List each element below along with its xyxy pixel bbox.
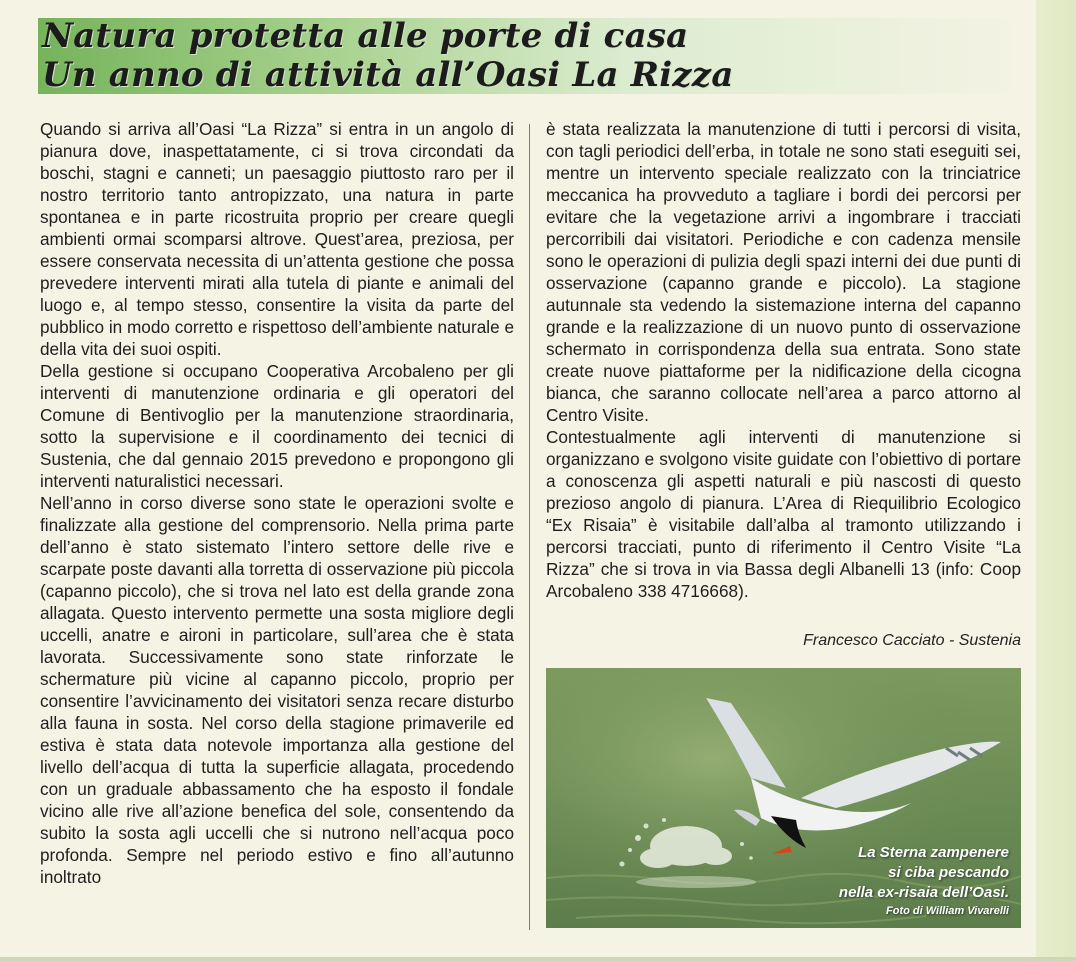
paragraph-operazioni: Nell’anno in corso diverse sono state le operazioni svolte e finalizzate alla gestione del comprensorio. Nella prima parte dell’anno è stato sistemato l’intero settore delle rive e scarpate poste davanti alla torretta di osservazione più piccola (capanno piccolo), che si trova nel lato est della grande zona allagata. Questo intervento permette una sosta migliore degli uccelli, anatre e aironi in particolare, sull’area che è stata lavorata. Successivamente sono state rinforzate le schermature più vicine al capanno piccolo, proprio per consentire l’avvicinamento dei visitatori senza recare disturbo alla fauna in sosta. Nel corso della stagione primaverile ed estiva è stata data notevole importanza alla gestione del livello dell’acqua di tutta la superficie allagata, procedendo con un graduale abbassamento che ha esposto il fondale vicino alle rive all’azione benefica del sole, consentendo da subito la sosta agli uccelli che si nutrono nell’acqua poco profonda. Sempre nel periodo estivo e fino all’autunno inoltrato	[40, 493, 514, 887]
photo-caption	[839, 843, 1009, 919]
paragraph-gestione: Della gestione si occupano Cooperativa Arcobaleno per gli interventi di manutenzione ordinaria e gli operatori del Comune di Bentivoglio per la manutenzione straordinaria, sotto la supervisione e il coordinamento dei tecnici di Sustenia, che dal gennaio 2015 prevedono e propongono gli interventi naturalistici necessari.	[40, 361, 514, 491]
photo-credit: Foto di William Vivarelli	[886, 905, 1009, 917]
paragraph-manutenzione: è stata realizzata la manutenzione di tutti i percorsi di visita, con tagli periodici dell’erba, in totale ne sono stati eseguiti sei, mentre un intervento speciale realizzato con la trinciatrice meccanica ha provveduto a tagliare i bordi dei percorsi per evitare che la vegetazione arrivi a ingombrare i tracciati percorribili dai visitatori. Periodiche e con cadenza mensile sono le operazioni di pulizia degli spazi interni dei due punti di osservazione (capanno grande e piccolo). La stagione autunnale sta vedendo la sistemazione interna del capanno grande e la realizzazione di un nuovo punto di osservazione schermato in corrispondenza della sua entrata. Sono state create nuove piattaforme per la nidificazione della cicogna bianca, che saranno collocate nell’area a parco attorno al Centro Visite.	[546, 119, 1021, 425]
article-title	[42, 17, 734, 95]
left-column	[40, 118, 514, 888]
column-divider	[529, 124, 530, 930]
caption-line-3: nella ex-risaia dell’Oasi.	[838, 884, 1009, 901]
page-bottom-border	[0, 957, 1076, 961]
paragraph-intro: Quando si arriva all’Oasi “La Rizza” si entra in un angolo di pianura dove, inaspettatamente, ci si trova circondati da boschi, stagni e canneti; un paesaggio piuttosto raro per il nostro territorio tanto antropizzato, una natura in parte spontanea e in parte ricostruita proprio per creare quegli ambienti ormai scomparsi altrove. Quest’area, preziosa, per essere conservata necessita di un’attenta gestione che possa prevedere interventi mirati alla tutela di piante e animali del luogo e, al tempo stesso, consentire la visita da parte del pubblico in modo corretto e rispettoso dell’ambiente naturale e della vita dei suoi ospiti.	[40, 119, 514, 359]
author-signature: Francesco Cacciato - Sustenia	[803, 632, 1021, 649]
caption-line-1: La Sterna zampenere	[858, 844, 1009, 861]
caption-line-2: si ciba pescando	[888, 864, 1009, 881]
page-edge-strip	[1036, 0, 1076, 961]
title-line-1: Natura protetta alle porte di casa	[42, 16, 689, 56]
paragraph-visite: Contestualmente agli interventi di manutenzione si organizzano e svolgono visite guidate con l’obiettivo di portare a conoscenza gli aspetti naturali e più nascosti di questo prezioso angolo di pianura. L’Area di Riequilibrio Ecologico “Ex Risaia” è visitabile dall’alba al tramonto utilizzando i percorsi tracciati, punto di riferimento il Centro Visite “La Rizza” che si trova in via Bassa degli Albanelli 13 (info: Coop Arcobaleno 338 4716668).	[546, 427, 1021, 601]
right-column	[546, 118, 1021, 602]
tern-photo	[546, 668, 1021, 928]
title-line-2: Un anno di attività all’Oasi La Rizza	[42, 55, 734, 95]
